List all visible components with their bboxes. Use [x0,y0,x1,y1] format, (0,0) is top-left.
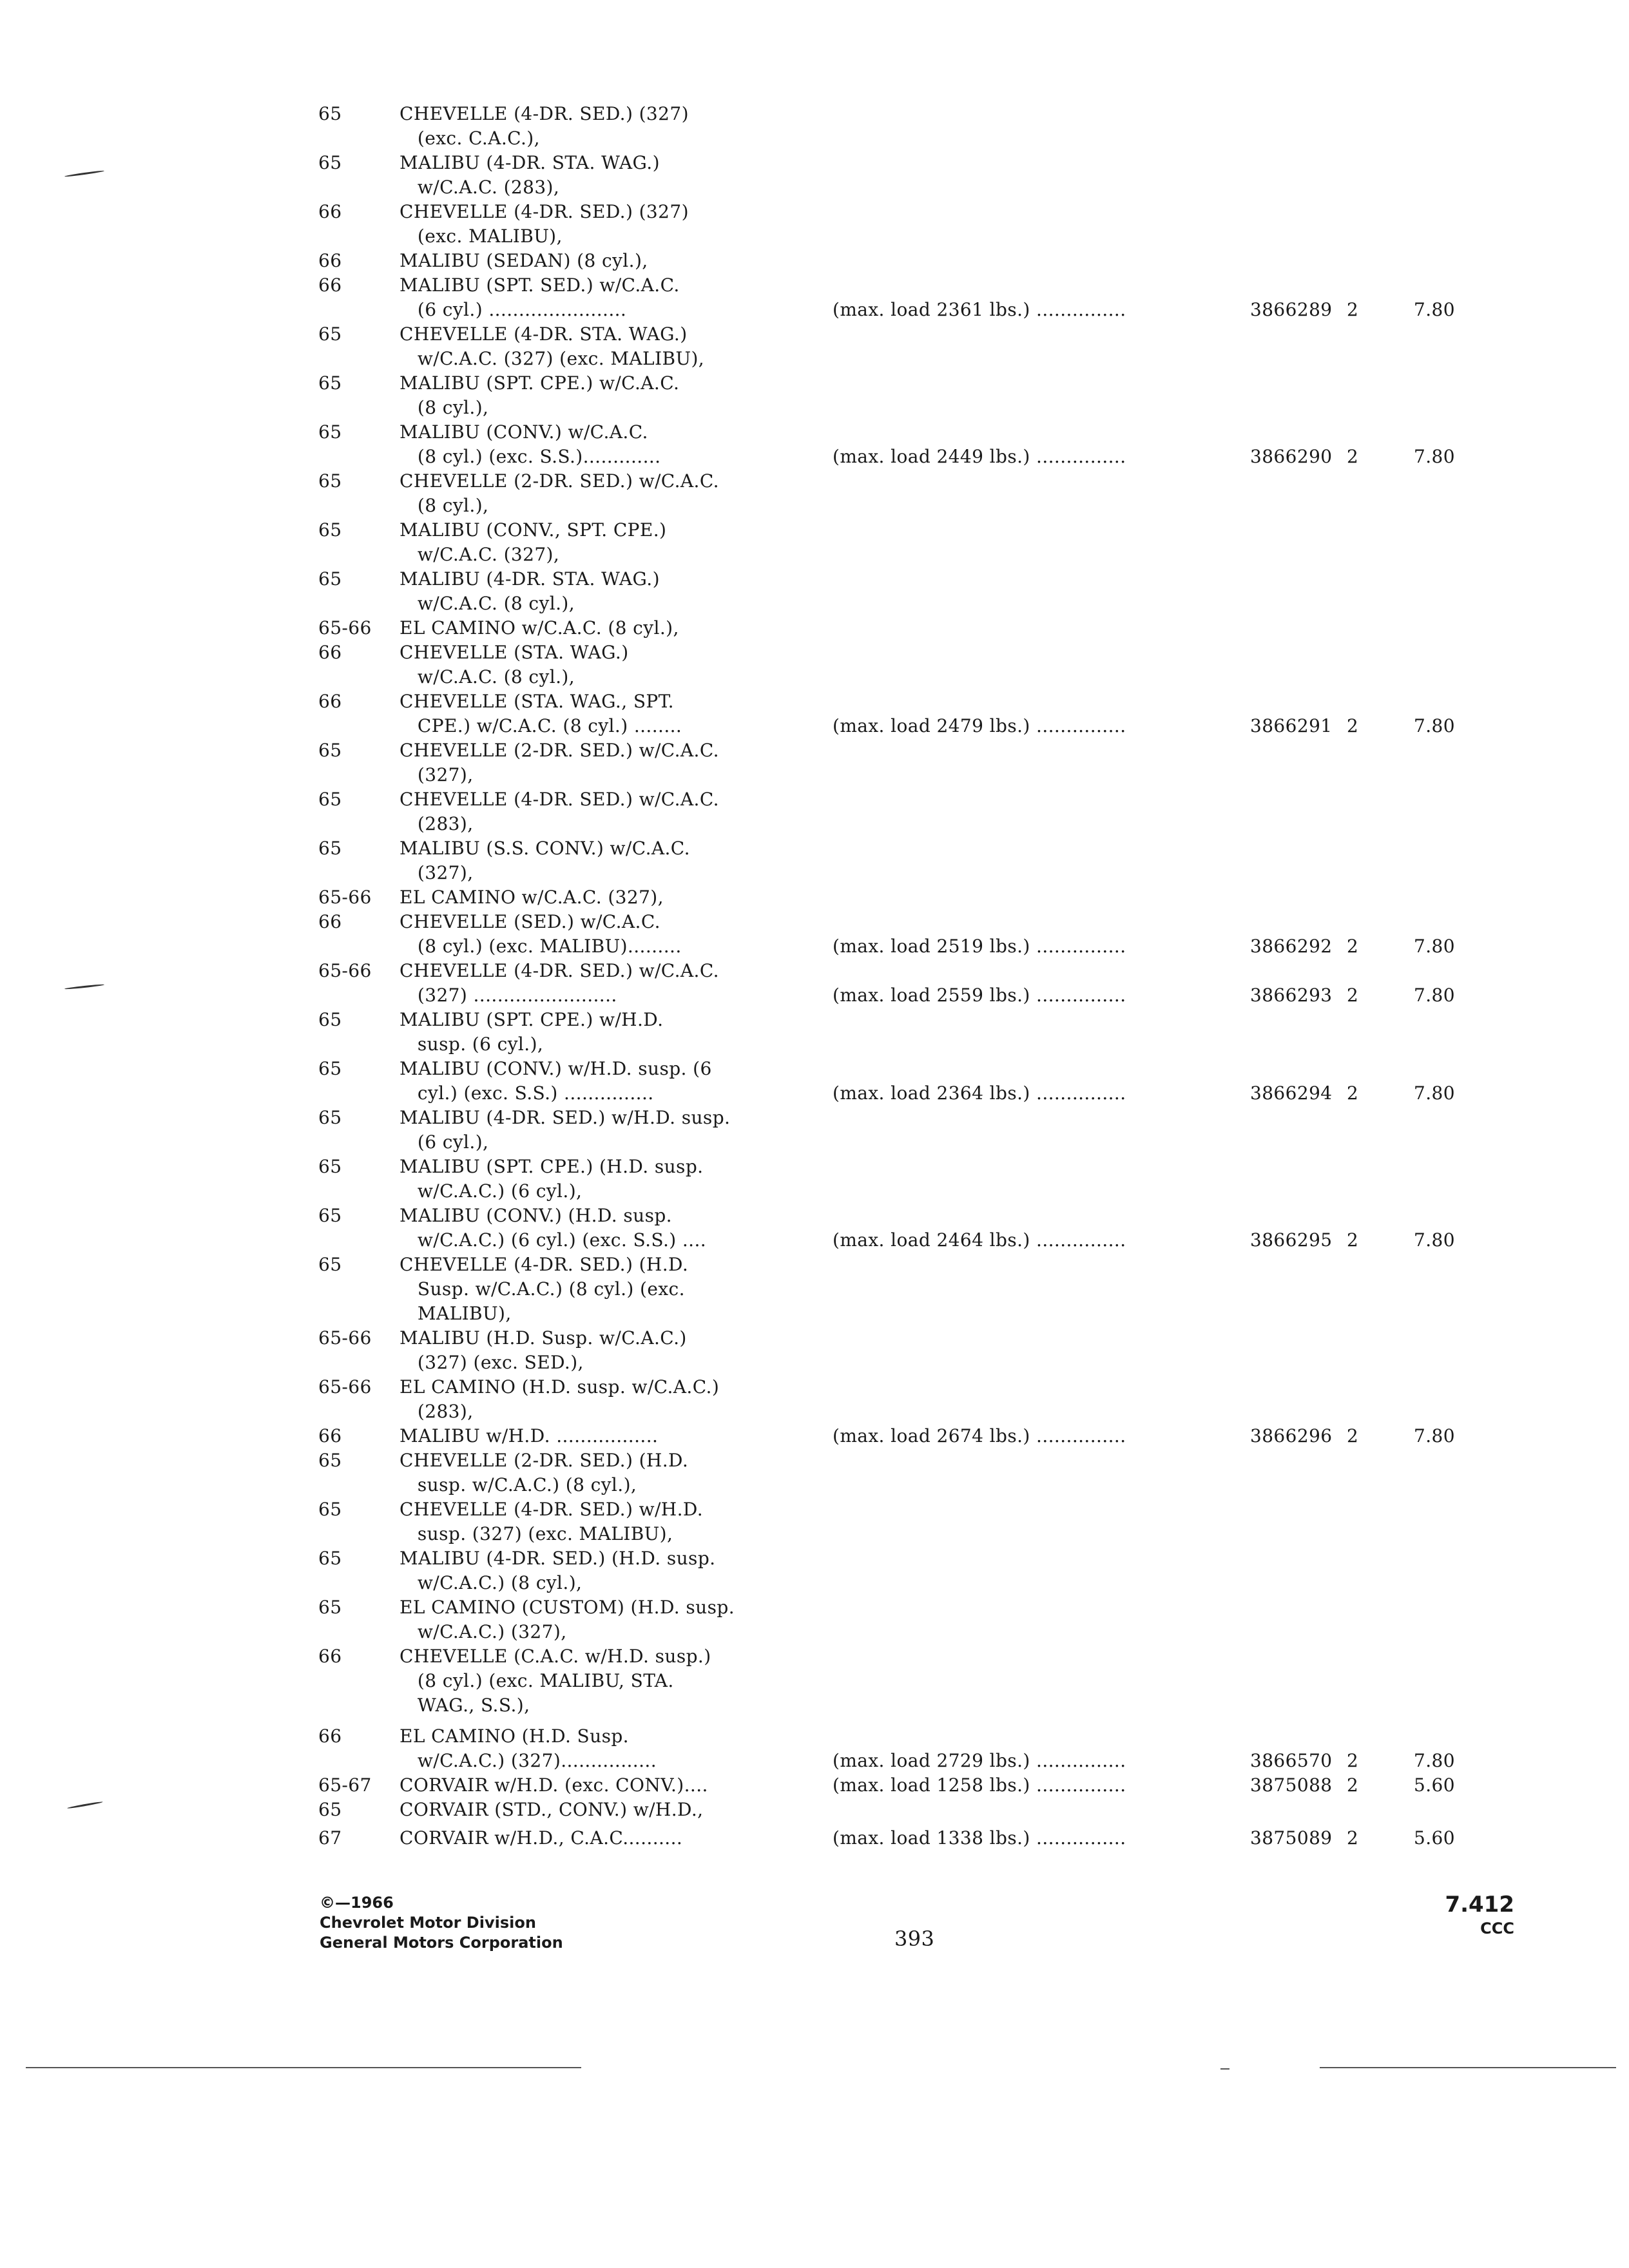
row-description: MALIBU (4-DR. SED.) (H.D. susp. [400,1548,716,1569]
row-year: 65 [318,1450,342,1471]
row-description: MALIBU (CONV.) w/H.D. susp. (6 [400,1058,712,1079]
row-year: 65 [318,1156,342,1177]
row-part-number: 3866290 [1250,446,1333,467]
row-description: w/C.A.C. (327) (exc. MALIBU), [400,348,705,369]
row-description: MALIBU (SEDAN) (8 cyl.), [400,250,648,271]
row-description: MALIBU (CONV.) (H.D. susp. [400,1205,672,1226]
row-year: 65 [318,1058,342,1079]
row-description: CHEVELLE (4-DR. SED.) w/C.A.C. [400,789,719,810]
row-description: w/C.A.C.) (6 cyl.) (exc. S.S.) .... [400,1229,707,1251]
row-year: 65 [318,372,342,394]
row-year: 65 [318,519,342,541]
row-year: 65 [318,1799,342,1820]
row-description: (8 cyl.) (exc. MALIBU, STA. [400,1670,674,1691]
row-price: 7.80 [1414,1082,1455,1104]
margin-mark [67,1801,103,1809]
row-description: MALIBU (4-DR. SED.) w/H.D. susp. [400,1107,731,1128]
row-max-load: (max. load 2364 lbs.) ............... [833,1082,1126,1104]
row-year: 65 [318,421,342,443]
row-year: 66 [318,250,342,271]
row-price: 7.80 [1414,1425,1455,1446]
page-number: 393 [894,1927,935,1951]
row-description: MALIBU (SPT. CPE.) (H.D. susp. [400,1156,704,1177]
row-max-load: (max. load 2729 lbs.) ............... [833,1750,1126,1771]
row-description: susp. (327) (exc. MALIBU), [400,1523,673,1544]
row-description: (283), [400,1401,474,1422]
row-price: 5.60 [1414,1827,1455,1849]
row-part-number: 3866289 [1250,299,1333,320]
section-number: 7.412 [1445,1892,1514,1917]
row-description: susp. w/C.A.C.) (8 cyl.), [400,1474,637,1495]
row-description: cyl.) (exc. S.S.) ............... [400,1082,654,1104]
row-description: w/C.A.C.) (8 cyl.), [400,1572,583,1593]
row-max-load: (max. load 2449 lbs.) ............... [833,446,1126,467]
row-max-load: (max. load 2674 lbs.) ............... [833,1425,1126,1446]
row-description: MALIBU (SPT. CPE.) w/H.D. [400,1009,664,1030]
row-price: 7.80 [1414,1229,1455,1251]
row-description: CHEVELLE (4-DR. SED.) (327) [400,103,689,124]
row-year: 65-66 [318,960,372,981]
row-description: w/C.A.C. (327), [400,544,560,565]
row-quantity: 2 [1347,1827,1359,1849]
row-description: CHEVELLE (SED.) w/C.A.C. [400,911,660,932]
row-year: 65 [318,470,342,492]
row-price: 7.80 [1414,715,1455,736]
row-description: w/C.A.C. (8 cyl.), [400,666,575,687]
row-quantity: 2 [1347,936,1359,957]
row-year: 66 [318,274,342,296]
row-year: 65 [318,152,342,173]
row-description: CHEVELLE (4-DR. SED.) (H.D. [400,1254,689,1275]
row-description: (6 cyl.) ....................... [400,299,627,320]
row-quantity: 2 [1347,299,1359,320]
row-description: MALIBU (S.S. CONV.) w/C.A.C. [400,838,690,859]
row-description: w/C.A.C.) (327)................ [400,1750,657,1771]
row-description: CHEVELLE (STA. WAG., SPT. [400,691,674,712]
row-quantity: 2 [1347,715,1359,736]
row-description: Susp. w/C.A.C.) (8 cyl.) (exc. [400,1278,685,1300]
row-max-load: (max. load 2361 lbs.) ............... [833,299,1126,320]
row-part-number: 3866295 [1250,1229,1333,1251]
row-max-load: (max. load 2464 lbs.) ............... [833,1229,1126,1251]
row-description: (8 cyl.), [400,495,489,516]
row-quantity: 2 [1347,1229,1359,1251]
row-quantity: 2 [1347,1774,1359,1796]
row-year: 66 [318,642,342,663]
row-year: 65 [318,323,342,345]
row-year: 66 [318,1646,342,1667]
copyright-line: ©—1966 [320,1894,394,1912]
row-description: (327) (exc. SED.), [400,1352,584,1373]
row-part-number: 3875088 [1250,1774,1333,1796]
row-part-number: 3866570 [1250,1750,1333,1771]
row-description: WAG., S.S.), [400,1695,530,1716]
row-max-load: (max. load 2479 lbs.) ............... [833,715,1126,736]
row-max-load: (max. load 1338 lbs.) ............... [833,1827,1126,1849]
row-description: (exc. MALIBU), [400,226,563,247]
row-quantity: 2 [1347,1425,1359,1446]
row-description: (exc. C.A.C.), [400,128,540,149]
row-description: EL CAMINO w/C.A.C. (8 cyl.), [400,617,679,639]
row-part-number: 3875089 [1250,1827,1333,1849]
row-price: 7.80 [1414,299,1455,320]
row-description: (8 cyl.), [400,397,489,418]
row-price: 7.80 [1414,985,1455,1006]
row-description: CHEVELLE (2-DR. SED.) (H.D. [400,1450,689,1471]
row-year: 65 [318,1548,342,1569]
row-max-load: (max. load 2559 lbs.) ............... [833,985,1126,1006]
row-description: w/C.A.C.) (327), [400,1621,567,1642]
bottom-rule-fragment [1220,2068,1229,2070]
row-year: 65 [318,838,342,859]
row-year: 65 [318,1107,342,1128]
row-year: 66 [318,1725,342,1747]
row-description: (8 cyl.) (exc. S.S.)............. [400,446,661,467]
row-part-number: 3866292 [1250,936,1333,957]
row-year: 65-66 [318,617,372,639]
row-quantity: 2 [1347,1082,1359,1104]
row-quantity: 2 [1347,985,1359,1006]
row-description: (327) ........................ [400,985,617,1006]
row-part-number: 3866294 [1250,1082,1333,1104]
row-description: (327), [400,764,474,785]
row-year: 65-67 [318,1774,372,1796]
row-description: w/C.A.C.) (6 cyl.), [400,1180,583,1202]
division-name: Chevrolet Motor Division [320,1914,536,1932]
row-description: susp. (6 cyl.), [400,1033,544,1055]
row-description: EL CAMINO (CUSTOM) (H.D. susp. [400,1597,735,1618]
row-year: 67 [318,1827,342,1849]
row-year: 65 [318,1597,342,1618]
row-description: (283), [400,813,474,834]
row-description: w/C.A.C. (8 cyl.), [400,593,575,614]
row-description: MALIBU w/H.D. ................. [400,1425,659,1446]
section-code: CCC [1480,1919,1514,1937]
row-description: CHEVELLE (2-DR. SED.) w/C.A.C. [400,470,719,492]
row-description: CORVAIR (STD., CONV.) w/H.D., [400,1799,704,1820]
row-part-number: 3866296 [1250,1425,1333,1446]
row-description: MALIBU (CONV., SPT. CPE.) [400,519,667,541]
bottom-rule-right [1320,2067,1616,2068]
row-description: MALIBU (SPT. SED.) w/C.A.C. [400,274,680,296]
row-year: 65 [318,1205,342,1226]
row-description: MALIBU (H.D. Susp. w/C.A.C.) [400,1327,687,1349]
row-description: CHEVELLE (4-DR. SED.) (327) [400,201,689,222]
row-description: CHEVELLE (2-DR. SED.) w/C.A.C. [400,740,719,761]
row-description: CPE.) w/C.A.C. (8 cyl.) ........ [400,715,682,736]
row-year: 65 [318,568,342,590]
row-year: 65 [318,1254,342,1275]
row-description: EL CAMINO (H.D. susp. w/C.A.C.) [400,1376,720,1398]
row-description: CHEVELLE (4-DR. STA. WAG.) [400,323,688,345]
bottom-rule-left [26,2067,581,2068]
row-description: w/C.A.C. (283), [400,177,560,198]
row-description: CHEVELLE (C.A.C. w/H.D. susp.) [400,1646,711,1667]
row-description: (327), [400,862,474,883]
row-year: 65 [318,1009,342,1030]
row-year: 65 [318,103,342,124]
row-description: (8 cyl.) (exc. MALIBU)......... [400,936,682,957]
row-max-load: (max. load 1258 lbs.) ............... [833,1774,1126,1796]
row-year: 65 [318,789,342,810]
row-year: 66 [318,691,342,712]
row-price: 7.80 [1414,936,1455,957]
row-part-number: 3866291 [1250,715,1333,736]
row-description: MALIBU (4-DR. STA. WAG.) [400,568,660,590]
margin-mark [64,170,104,178]
row-year: 66 [318,1425,342,1446]
row-year: 65 [318,1499,342,1520]
row-price: 5.60 [1414,1774,1455,1796]
row-description: MALIBU (CONV.) w/C.A.C. [400,421,648,443]
row-quantity: 2 [1347,446,1359,467]
row-description: CHEVELLE (STA. WAG.) [400,642,629,663]
row-price: 7.80 [1414,1750,1455,1771]
row-year: 66 [318,201,342,222]
row-quantity: 2 [1347,1750,1359,1771]
row-price: 7.80 [1414,446,1455,467]
row-description: EL CAMINO (H.D. Susp. [400,1725,629,1747]
row-description: CORVAIR w/H.D., C.A.C.......... [400,1827,683,1849]
row-year: 65-66 [318,1376,372,1398]
row-max-load: (max. load 2519 lbs.) ............... [833,936,1126,957]
row-description: MALIBU (4-DR. STA. WAG.) [400,152,660,173]
row-year: 65-66 [318,887,372,908]
row-description: MALIBU (SPT. CPE.) w/C.A.C. [400,372,680,394]
row-year: 66 [318,911,342,932]
row-year: 65-66 [318,1327,372,1349]
row-description: CHEVELLE (4-DR. SED.) w/C.A.C. [400,960,719,981]
row-year: 65 [318,740,342,761]
row-description: CORVAIR w/H.D. (exc. CONV.).... [400,1774,708,1796]
margin-mark [64,984,104,990]
row-description: EL CAMINO w/C.A.C. (327), [400,887,664,908]
row-description: CHEVELLE (4-DR. SED.) w/H.D. [400,1499,704,1520]
row-description: (6 cyl.), [400,1131,489,1153]
corporation-name: General Motors Corporation [320,1934,563,1952]
row-part-number: 3866293 [1250,985,1333,1006]
row-description: MALIBU), [400,1303,512,1324]
